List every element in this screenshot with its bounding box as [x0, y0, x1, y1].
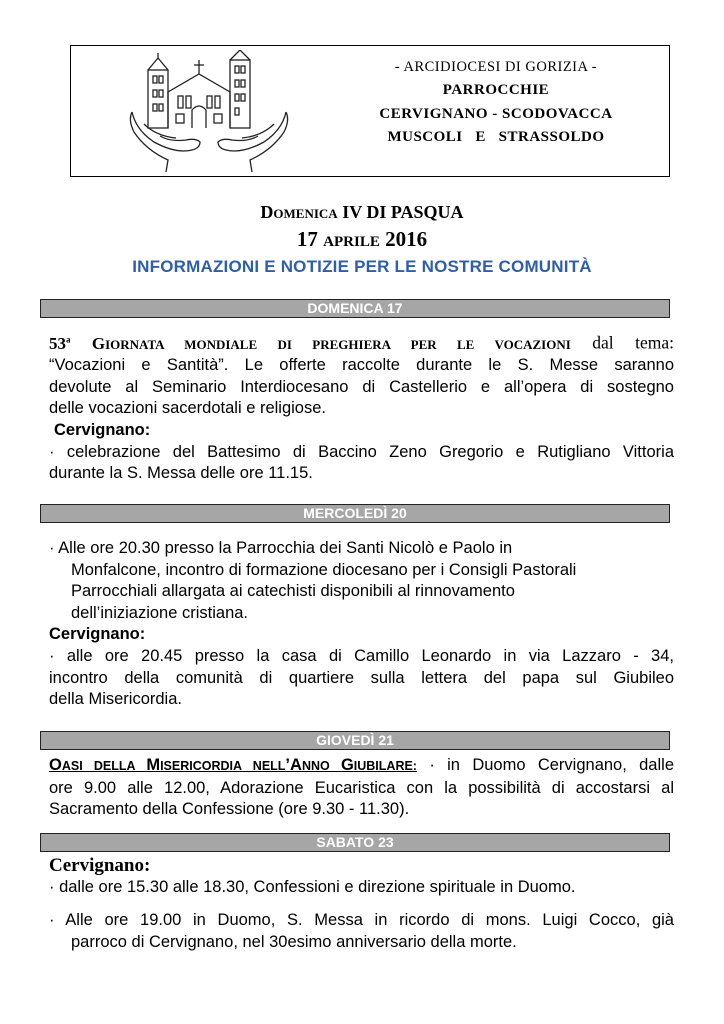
parishes-line-2: MUSCOLI E STRASSOLDO [387, 129, 605, 145]
oasis-line-1 [49, 755, 674, 778]
date-title [0, 227, 724, 252]
mass-line-2: parroco di Cervignano, nel 30esimo anniversario della morte. [71, 932, 517, 951]
parishes-line-1: CERVIGNANO - SCODOVACCA [379, 105, 613, 122]
day-bar-domenica: DOMENICA 17 [40, 299, 670, 318]
vocations-number: 53 [49, 333, 66, 353]
date-day: 17 [296, 227, 324, 251]
community-line-3: della Misericordia. [49, 690, 182, 709]
day-bar-sabato: SABATO 23 [40, 833, 670, 852]
oasis-head-asi: ASI DELLA [61, 759, 147, 773]
vocations-sup: a [66, 334, 71, 344]
section-giovedi [49, 755, 674, 821]
oasis-head-apos: ’ [285, 756, 291, 774]
vocations-head-tail: dal tema: [570, 332, 674, 353]
formation-line-4: dell’iniziazione cristiana. [71, 603, 249, 622]
sunday-title-rest: OMENICA [273, 206, 338, 221]
sunday-title [0, 202, 724, 223]
formation-line-3: Parrocchiali allargata ai catechisti disponibili al rinnovamento [71, 582, 515, 601]
diocese-name: - ARCIDIOCESI DI GORIZIA - [394, 59, 598, 75]
parishes-label: PARROCCHIE [442, 82, 550, 98]
oasis-line-3: Sacramento della Confessione (ore 9.30 - 11.30). [49, 800, 410, 819]
oasis-head-iubilare: IUBILARE: [353, 759, 417, 773]
community-line-1: · alle ore 20.45 presso la casa di Camillo Leonardo in via Lazzaro - 34, [49, 646, 674, 665]
place-cervignano: Cervignano: [49, 625, 146, 644]
baptism-line-2: durante la S. Messa delle ore 11.15. [49, 464, 313, 483]
header-text [331, 56, 661, 150]
vocations-heading [49, 329, 674, 355]
section-domenica [49, 329, 674, 485]
oasis-heading [49, 756, 417, 774]
day-bar-mercoledi: MERCOLEDÌ 20 [40, 504, 670, 523]
vocations-head-rest: IORNATA MONDIALE DI PREGHIERA PER LE VOCAZIONI [105, 336, 571, 352]
oasis-head-nno: NNO [301, 759, 341, 773]
sunday-title-cap: D [260, 202, 274, 222]
date-month: APRILE [323, 234, 380, 250]
spacer [49, 898, 674, 910]
header-box [70, 45, 670, 177]
oasis-head-o: O [49, 756, 62, 774]
place-cervignano: Cervignano: [49, 855, 151, 876]
confessions-line: · dalle ore 15.30 alle 18.30, Confessioni e direzione spirituale in Duomo. [49, 877, 576, 896]
baptism-line-1: · celebrazione del Battesimo di Baccino Zeno Gregorio e Rutigliano Vittoria [49, 442, 674, 461]
community-line-2: incontro della comunità di quartiere sulla lettera del papa sul Giubileo [49, 668, 674, 687]
church-in-hands-icon [126, 50, 296, 174]
vocations-head-cap: G [91, 333, 106, 353]
vocations-line-1: “Vocazioni e Santità”. Le offerte raccolte durante le S. Messe saranno [49, 356, 674, 375]
section-sabato [49, 855, 674, 953]
formation-line-1: · Alle ore 20.30 presso la Parrocchia dei Santi Nicolò e Paolo in [49, 539, 513, 557]
mass-line-1: · Alle ore 19.00 in Duomo, S. Messa in ricordo di mons. Luigi Cocco, già [49, 911, 674, 930]
section-mercoledi [49, 538, 674, 711]
banner-title: INFORMAZIONI E NOTIZIE PER LE NOSTRE COMUNITÀ [132, 257, 592, 276]
day-bar-giovedi: GIOVEDÌ 21 [40, 731, 670, 750]
oasis-head-a: A [290, 756, 302, 774]
oasis-line-2: ore 9.00 alle 12.00, Adorazione Eucaristica con la possibilità di accostarsi al [49, 778, 674, 797]
formation-line-2: Monfalcone, incontro di formazione diocesano per i Consigli Pastorali [71, 560, 577, 579]
date-year: 2016 [379, 227, 428, 251]
vocations-line-3: delle vocazioni sacerdotali e religiose. [49, 399, 326, 418]
oasis-head-g: G [340, 756, 354, 774]
place-cervignano: Cervignano: [54, 421, 151, 440]
oasis-line-1-tail: · in Duomo Cervignano, dalle [416, 756, 674, 774]
sunday-title-tail: IV DI PASQUA [337, 202, 464, 222]
vocations-line-2: devolute al Seminario Interdiocesano di Castellerio e all’opera di sostegno [49, 377, 674, 396]
oasis-head-m: M [146, 756, 161, 774]
oasis-head-isericordia: ISERICORDIA NELL [160, 759, 286, 773]
